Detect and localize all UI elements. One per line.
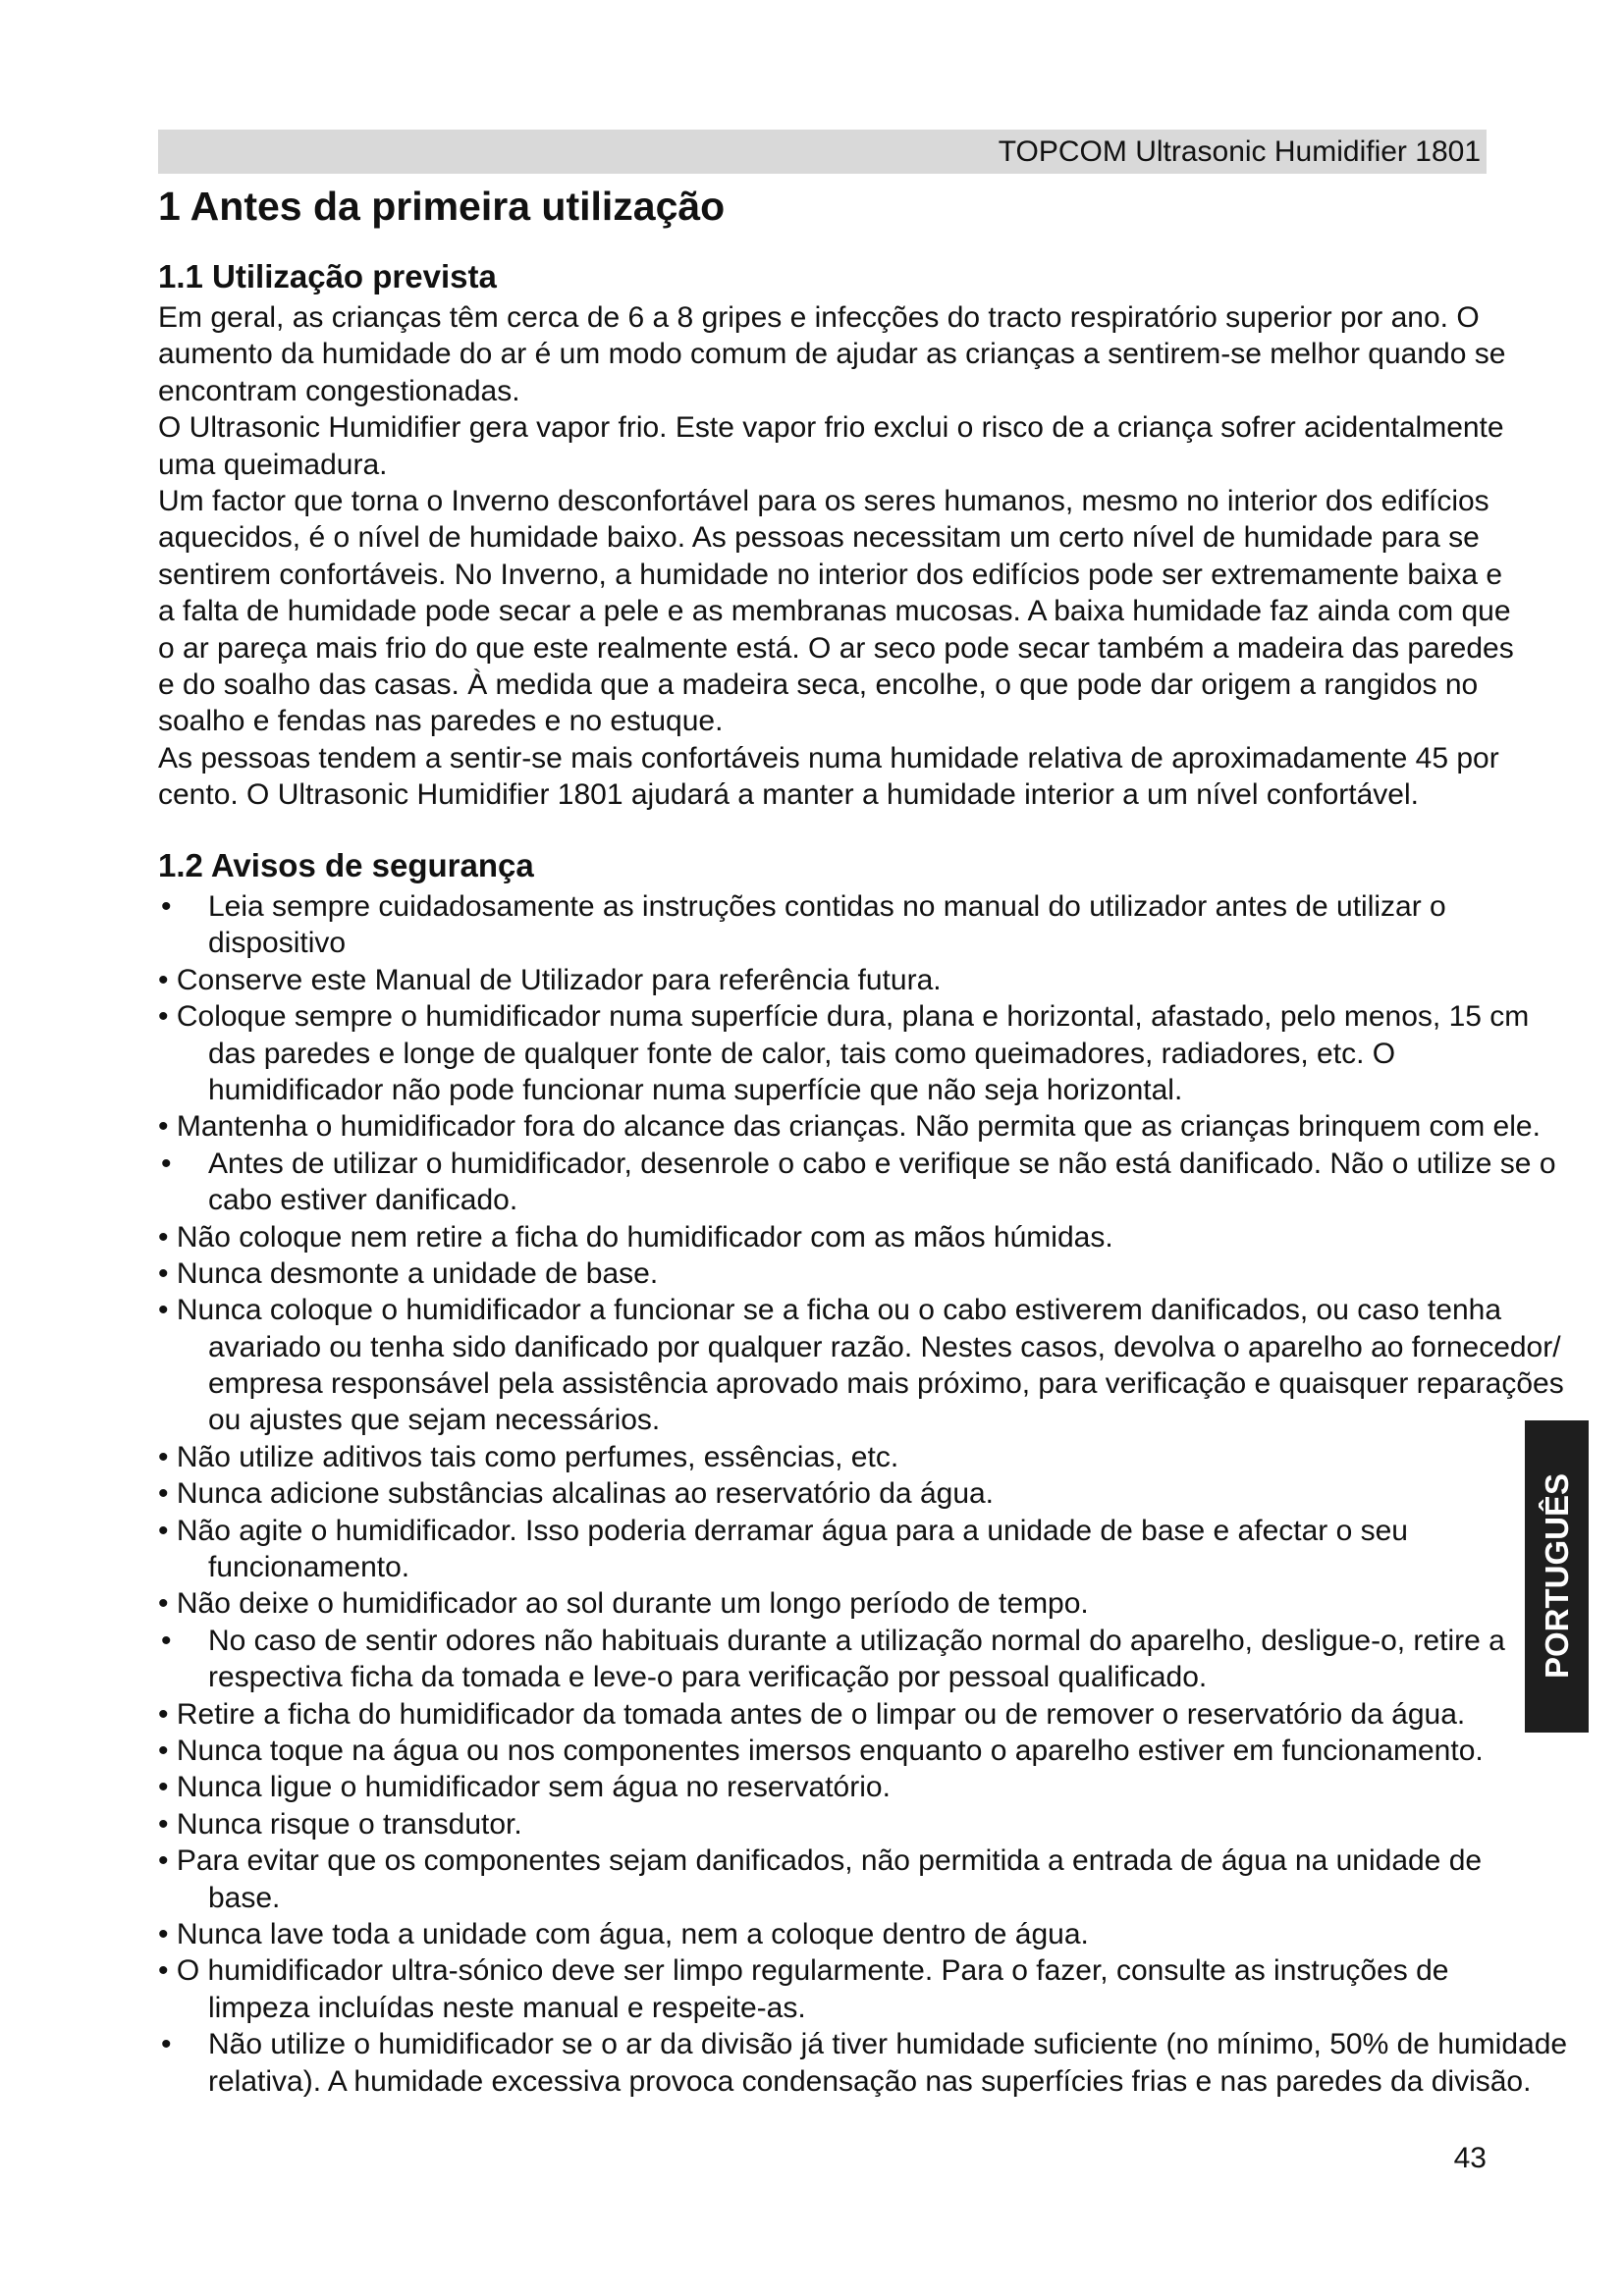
warning-item (158, 1733, 1567, 1769)
bullet: • (158, 1514, 169, 1547)
text-line (158, 1806, 1567, 1842)
paragraph (158, 740, 1514, 814)
warning-item (158, 1439, 1567, 1475)
text-line (158, 1475, 1567, 1512)
warning-item (158, 1806, 1567, 1842)
text-line: relativa). A humidade excessiva provoca condensação nas superfícies frias e nas paredes da divisão. (208, 2064, 1532, 2098)
warning-item (158, 1952, 1567, 2026)
text-line: uma queimadura. (158, 448, 388, 481)
text-line: o ar pareça mais frio do que este realmente está. O ar seco pode secar também a madeira das paredes (158, 631, 1514, 665)
warning-item (158, 1769, 1567, 1805)
item-text: Nunca lave toda a unidade com água, nem a coloque dentro de água. (176, 1917, 1089, 1950)
bullet: • (158, 1000, 169, 1034)
text-line (158, 1585, 1567, 1622)
text-line (158, 1255, 1567, 1292)
paragraph (158, 483, 1514, 740)
bullet: • (158, 1440, 169, 1473)
warning-item (158, 888, 1567, 962)
text-line: sentirem confortáveis. No Inverno, a humidade no interior dos edifícios pode ser extremamente baixa e (158, 558, 1503, 591)
text-line: soalho e fendas nas paredes e no estuque. (158, 705, 724, 738)
warning-item (158, 1219, 1567, 1255)
item-text: Nunca toque na água ou nos componentes imersos enquanto o aparelho estiver em funcionamento. (176, 1734, 1484, 1767)
item-text: Nunca adicione substâncias alcalinas ao reservatório da água. (176, 1477, 995, 1511)
text-line: das paredes e longe de qualquer fonte de calor, tais como queimadores, radiadores, etc. O (208, 1037, 1396, 1070)
warning-item (158, 1623, 1567, 1696)
paragraph (158, 299, 1514, 409)
item-text: Não utilize o humidificador se o ar da divisão já tiver humidade suficiente (no mínimo, 50% de humidade (208, 2028, 1568, 2061)
text-line: base. (208, 1881, 281, 1914)
text-line: Em geral, as crianças têm cerca de 6 a 8 gripes e infecções do tracto respiratório superior por ano. O (158, 301, 1480, 334)
bullet: • (161, 1624, 172, 1657)
chapter-title: 1 Antes da primeira utilização (158, 184, 726, 229)
warning-item (158, 1108, 1567, 1145)
text-line: aquecidos, é o nível de humidade baixo. As pessoas necessitam um certo nível de humidade para se (158, 521, 1480, 555)
item-text: Nunca ligue o humidificador sem água no reservatório. (176, 1771, 891, 1804)
item-text: Mantenha o humidificador fora do alcance das crianças. Não permita que as crianças brinquem com ele. (176, 1110, 1541, 1144)
header-bar (158, 130, 1487, 174)
text-line (158, 1842, 1567, 1879)
bullet: • (158, 1954, 169, 1988)
text-line (158, 998, 1567, 1035)
item-text: Antes de utilizar o humidificador, desenrole o cabo e verifique se não está danificado. Não o utilize se o (208, 1147, 1556, 1180)
text-line: a falta de humidade pode secar a pele e as membranas mucosas. A baixa humidade faz ainda com que (158, 595, 1511, 628)
bullet: • (158, 1220, 169, 1254)
warning-item (158, 1585, 1567, 1622)
text-line (158, 1146, 1567, 1182)
warning-item (158, 962, 1567, 998)
item-text: Não utilize aditivos tais como perfumes, essências, etc. (176, 1440, 899, 1473)
text-line: encontram congestionadas. (158, 374, 520, 407)
text-line: Um factor que torna o Inverno desconfortável para os seres humanos, mesmo no interior dos edifícios (158, 484, 1489, 517)
text-line: humidificador não pode funcionar numa superfície que não seja horizontal. (208, 1073, 1183, 1106)
section-title-safety-warnings: 1.2 Avisos de segurança (158, 847, 534, 883)
bullet: • (161, 2028, 172, 2061)
item-text: Nunca risque o transdutor. (176, 1807, 522, 1841)
bullet: • (158, 1256, 169, 1290)
bullet: • (158, 1477, 169, 1511)
text-line (158, 1108, 1567, 1145)
warning-item (158, 1842, 1567, 1916)
text-line: O Ultrasonic Humidifier gera vapor frio. Este vapor frio exclui o risco de a criança sofrer acidentalmente (158, 411, 1504, 445)
paragraph (158, 409, 1514, 483)
section-title-intended-use: 1.1 Utilização prevista (158, 258, 497, 294)
bullet: • (158, 1807, 169, 1841)
item-text: Não deixe o humidificador ao sol durante um longo período de tempo. (176, 1587, 1089, 1621)
bullet: • (158, 1697, 169, 1731)
warning-item (158, 1292, 1567, 1439)
warning-item (158, 1916, 1567, 1952)
language-tab (1525, 1420, 1589, 1733)
text-line (158, 1733, 1567, 1769)
text-line (158, 1219, 1567, 1255)
text-line (158, 888, 1567, 925)
item-text: O humidificador ultra-sónico deve ser limpo regularmente. Para o fazer, consulte as instruções de (176, 1954, 1449, 1988)
text-line: aumento da humidade do ar é um modo comum de ajudar as crianças a sentirem-se melhor quando se (158, 338, 1506, 371)
bullet: • (158, 1587, 169, 1621)
text-line: avariado ou tenha sido danificado por qualquer razão. Nestes casos, devolva o aparelho ao fornecedor/ (208, 1330, 1561, 1363)
warning-list (158, 888, 1567, 2100)
item-text: Não agite o humidificador. Isso poderia derramar água para a unidade de base e afectar o seu (176, 1514, 1408, 1547)
warning-item (158, 998, 1567, 1108)
item-text: Coloque sempre o humidificador numa superfície dura, plana e horizontal, afastado, pelo menos, 15 cm (176, 1000, 1530, 1034)
text-line (158, 2026, 1567, 2062)
text-line (158, 1513, 1567, 1549)
text-line (158, 1696, 1567, 1733)
item-text: No caso de sentir odores não habituais durante a utilização normal do aparelho, desligue-o, retire a (208, 1624, 1505, 1657)
bullet: • (158, 1771, 169, 1804)
language-tab-label: PORTUGUÊS (1538, 1473, 1575, 1680)
bullet: • (161, 890, 172, 923)
header-title: TOPCOM Ultrasonic Humidifier 1801 (998, 135, 1481, 168)
text-line (158, 1623, 1567, 1659)
bullet: • (158, 963, 169, 996)
text-line: As pessoas tendem a sentir-se mais confortáveis numa humidade relativa de aproximadamente 45 por (158, 741, 1499, 774)
text-line: cento. O Ultrasonic Humidifier 1801 ajudará a manter a humidade interior a um nível confortável. (158, 778, 1419, 812)
page-number: 43 (1453, 2142, 1487, 2174)
text-line (158, 1769, 1567, 1805)
bullet: • (158, 1844, 169, 1878)
item-text: Para evitar que os componentes sejam danificados, não permitida a entrada de água na unidade de (176, 1844, 1483, 1878)
text-line (158, 1916, 1567, 1952)
item-text: Retire a ficha do humidificador da tomada antes de o limpar ou de remover o reservatório da água. (176, 1697, 1466, 1731)
bullet: • (161, 1147, 172, 1180)
text-line: respectiva ficha da tomada e leve-o para verificação por pessoal qualificado. (208, 1661, 1208, 1694)
text-line (158, 1292, 1567, 1328)
warning-item (158, 1513, 1567, 1586)
warning-item (158, 2026, 1567, 2100)
item-text: Nunca coloque o humidificador a funcionar se a ficha ou o cabo estiverem danificados, ou caso tenha (176, 1294, 1502, 1327)
text-line: limpeza incluídas neste manual e respeite-as. (208, 1991, 806, 2024)
text-line (158, 962, 1567, 998)
bullet: • (158, 1734, 169, 1767)
bullet: • (158, 1294, 169, 1327)
item-text: Nunca desmonte a unidade de base. (176, 1256, 659, 1290)
warning-item (158, 1475, 1567, 1512)
warning-item (158, 1255, 1567, 1292)
text-line (158, 1952, 1567, 1989)
text-line: e do soalho das casas. À medida que a madeira seca, encolhe, o que pode dar origem a rangidos no (158, 667, 1479, 701)
item-text: Conserve este Manual de Utilizador para referência futura. (176, 963, 942, 996)
bullet: • (158, 1110, 169, 1144)
warning-item (158, 1146, 1567, 1219)
text-line: funcionamento. (208, 1551, 410, 1584)
warning-item (158, 1696, 1567, 1733)
text-line: empresa responsável pela assistência aprovado mais próximo, para verificação e quaisquer reparações (208, 1367, 1564, 1401)
text-line: ou ajustes que sejam necessários. (208, 1404, 661, 1437)
text-line: cabo estiver danificado. (208, 1184, 518, 1217)
item-text: Não coloque nem retire a ficha do humidificador com as mãos húmidas. (176, 1220, 1113, 1254)
text-line (158, 1439, 1567, 1475)
item-text: Leia sempre cuidadosamente as instruções contidas no manual do utilizador antes de utilizar o (208, 890, 1446, 923)
text-line: dispositivo (208, 927, 347, 960)
bullet: • (158, 1917, 169, 1950)
intended-use-text (158, 299, 1514, 813)
